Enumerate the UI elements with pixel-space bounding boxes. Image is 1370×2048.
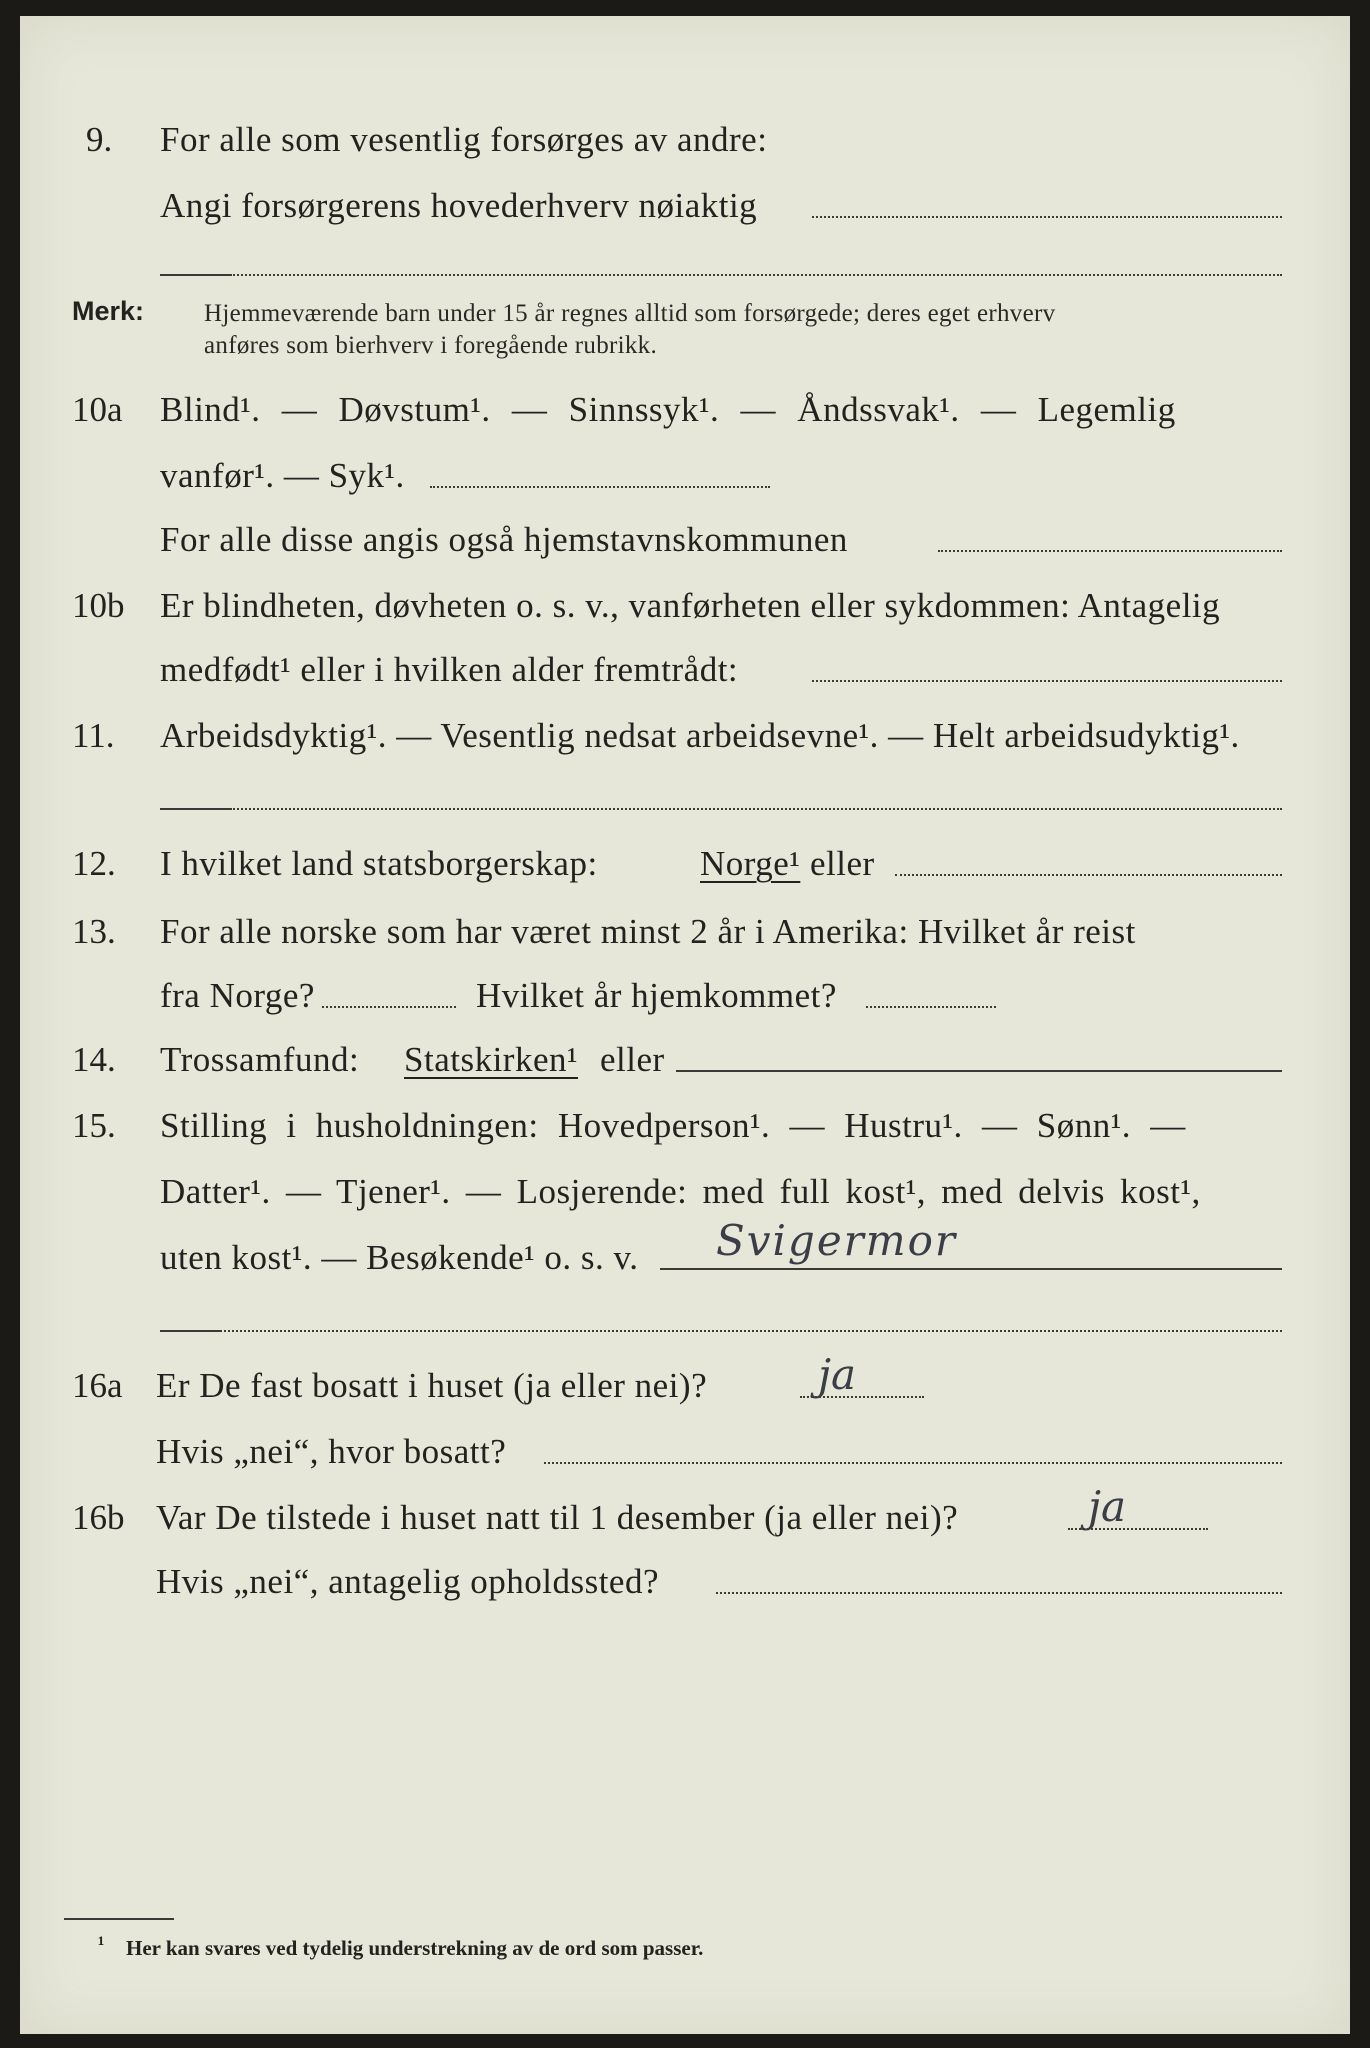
q12-number: 12.: [72, 844, 116, 883]
q10a-line3: For alle disse angis også hjemstavnskommunen: [160, 520, 848, 559]
q10b-answer-field[interactable]: [812, 680, 1282, 682]
q11-rule-solid: [160, 808, 230, 810]
q16b-answer-field[interactable]: [1068, 1528, 1208, 1530]
q16a-line1: Er De fast bosatt i huset (ja eller nei)?: [156, 1366, 708, 1405]
merk-label: Merk:: [72, 296, 145, 326]
q15-line2: Datter¹. — Tjener¹. — Losjerende: med full kost¹, med delvis kost¹,: [160, 1172, 1201, 1211]
q16b-handwritten-answer: ja: [1088, 1482, 1127, 1531]
q15-extra-answer-field[interactable]: [220, 1330, 1282, 1332]
q9-line1: For alle som vesentlig forsørges av andre:: [160, 120, 768, 159]
q15-line1: Stilling i husholdningen: Hovedperson¹. — Hustru¹. — Sønn¹. —: [160, 1106, 1186, 1145]
q15-rule-solid: [160, 1330, 220, 1332]
q12-suffix: eller: [810, 844, 875, 883]
merk-line2: anføres som bierhverv i foregående rubrikk.: [204, 332, 658, 359]
q10b-line1: Er blindheten, døvheten o. s. v., vanførheten eller sykdommen: Antagelig: [160, 586, 1221, 625]
merk-line1: Hjemmeværende barn under 15 år regnes alltid som forsørgede; deres eget erhverv: [204, 300, 1056, 327]
q10a-line2: vanfør¹. — Syk¹.: [160, 456, 405, 495]
q9-answer-field[interactable]: [812, 216, 1282, 218]
q10b-line2: medfødt¹ eller i hvilken alder fremtrådt:: [160, 650, 739, 689]
q16b-opholdssted-answer-field[interactable]: [716, 1592, 1282, 1594]
q9-number: 9.: [86, 120, 113, 159]
q13-line2a: fra Norge?: [160, 976, 315, 1015]
q13-reist-answer-field[interactable]: [322, 1006, 456, 1008]
q10a-line1: Blind¹. — Døvstum¹. — Sinnssyk¹. — Åndssvak¹. — Legemlig: [160, 390, 1176, 429]
q12-underlined-norge: Norge¹: [700, 844, 801, 883]
q13-number: 13.: [72, 912, 116, 951]
q16a-handwritten-answer: ja: [818, 1350, 857, 1399]
q15-handwritten-answer: Svigermor: [716, 1216, 957, 1265]
footnote-text: Her kan svares ved tydelig understrekning av de ord som passer.: [126, 1936, 704, 1960]
q14-suffix: eller: [600, 1040, 665, 1079]
q11-line1: Arbeidsdyktig¹. — Vesentlig nedsat arbeidsevne¹. — Helt arbeidsudyktig¹.: [160, 716, 1240, 755]
q11-number: 11.: [72, 716, 115, 755]
q16b-line1: Var De tilstede i huset natt til 1 desember (ja eller nei)?: [156, 1498, 959, 1537]
q10a-hjemstavn-answer-field[interactable]: [938, 550, 1282, 552]
q14-number: 14.: [72, 1040, 116, 1079]
q10a-syk-answer-field[interactable]: [430, 486, 770, 488]
q12-answer-field[interactable]: [895, 874, 1282, 876]
q11-answer-field[interactable]: [230, 808, 1282, 810]
q15-answer-field[interactable]: [660, 1268, 1282, 1270]
q16b-line2: Hvis „nei“, antagelig opholdssted?: [156, 1562, 659, 1601]
q16b-number: 16b: [72, 1498, 125, 1537]
q10a-number: 10a: [72, 390, 123, 429]
q13-hjemkommet-answer-field[interactable]: [866, 1006, 996, 1008]
q16a-line2: Hvis „nei“, hvor bosatt?: [156, 1432, 507, 1471]
q9-rule-solid: [160, 274, 230, 276]
q14-prefix: Trossamfund:: [160, 1040, 360, 1079]
q16a-answer-field[interactable]: [800, 1396, 924, 1398]
q9-line2: Angi forsørgerens hovederhverv nøiaktig: [160, 186, 758, 225]
q14-answer-field[interactable]: [676, 1070, 1282, 1072]
footnote-rule: [64, 1918, 174, 1920]
q15-line3: uten kost¹. — Besøkende¹ o. s. v.: [160, 1238, 639, 1277]
q14-underlined-statskirken: Statskirken¹: [404, 1040, 578, 1079]
q13-line2b: Hvilket år hjemkommet?: [476, 976, 837, 1015]
q16a-bosatt-answer-field[interactable]: [544, 1462, 1282, 1464]
q10b-number: 10b: [72, 586, 125, 625]
q12-prefix: I hvilket land statsborgerskap:: [160, 844, 598, 883]
q9-extra-answer-field[interactable]: [230, 274, 1282, 276]
footnote-mark: ¹: [98, 1932, 105, 1956]
q13-line1: For alle norske som har været minst 2 år i Amerika: Hvilket år reist: [160, 912, 1136, 951]
q16a-number: 16a: [72, 1366, 123, 1405]
q15-number: 15.: [72, 1106, 116, 1145]
